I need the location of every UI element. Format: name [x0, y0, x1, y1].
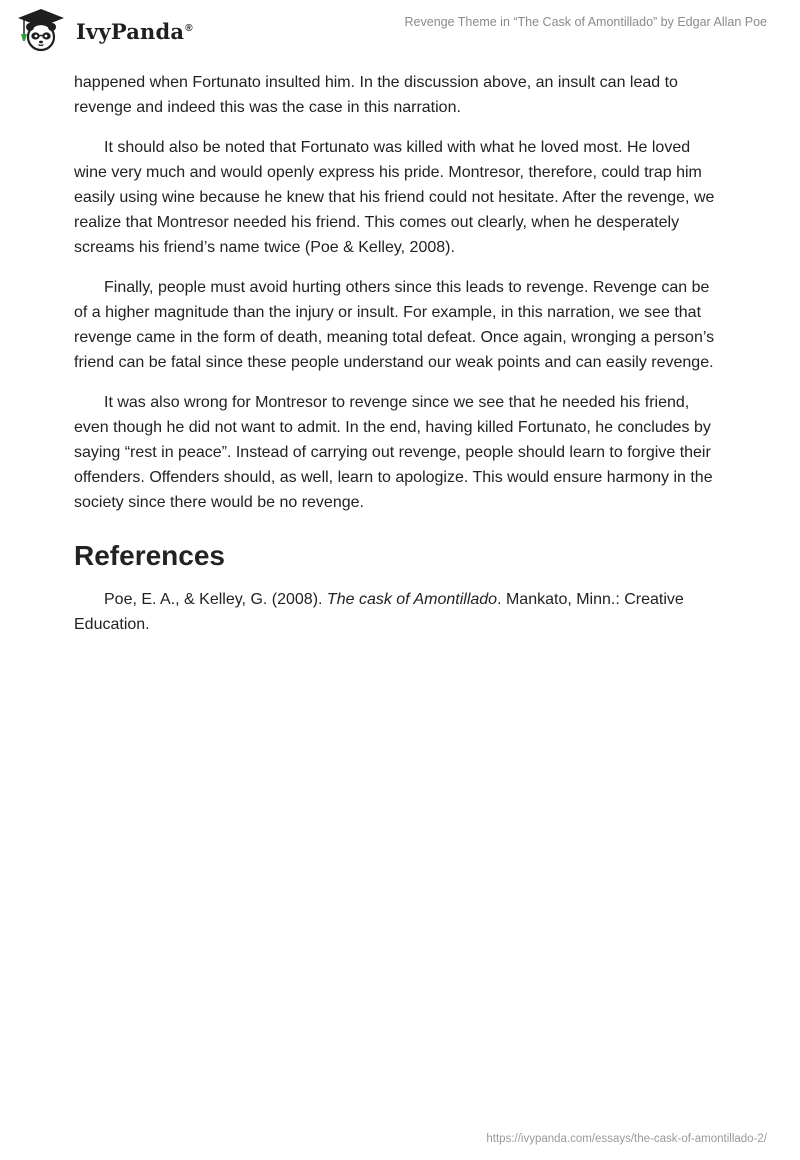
reference-authors: Poe, E. A., & Kelley, G. (2008).	[104, 591, 327, 608]
reference-title: The cask of Amontillado	[326, 591, 498, 608]
body-paragraph-1: happened when Fortunato insulted him. In the discussion above, an insult can lead to revenge and indeed this was the case in this narration.	[74, 74, 678, 116]
page-header	[0, 0, 800, 64]
source-url-link[interactable]: https://ivypanda.com/essays/the-cask-of-amontillado-2/	[486, 1133, 767, 1145]
brand-name-text: IvyPanda	[76, 18, 185, 44]
essay-content	[74, 70, 726, 637]
ivypanda-logo[interactable]	[14, 8, 193, 52]
references-heading: References	[74, 540, 225, 571]
reference-publisher: . Mankato, Minn.: Creative Education.	[74, 591, 684, 633]
panda-graduation-cap-logo-icon	[14, 8, 68, 52]
brand-registered-mark: ®	[185, 22, 193, 34]
body-paragraph-4: It was also wrong for Montresor to revenge since we see that he needed his friend, even though he did not want to admit. In the end, having killed Fortunato, he concludes by saying “rest in peace”. Instead of carrying out revenge, people should learn to forgive their offenders. Offenders should, as well, learn to apologize. This would ensure harmony in the society since there would be no revenge.	[74, 394, 713, 511]
document-title: Revenge Theme in “The Cask of Amontillado” by Edgar Allan Poe	[404, 15, 767, 29]
reference-entry	[74, 587, 726, 637]
body-paragraph-2: It should also be noted that Fortunato was killed with what he loved most. He loved wine very much and would openly express his pride. Montresor, therefore, could trap him easily using wine because he knew that his friend could not hesitate. After the revenge, we realize that Montresor needed his friend. This comes out clearly, when he desperately screams his friend’s name twice (Poe & Kelley, 2008).	[74, 139, 715, 256]
brand-name	[76, 19, 193, 44]
body-paragraph-3: Finally, people must avoid hurting others since this leads to revenge. Revenge can be of a higher magnitude than the injury or insult. For example, in this narration, we see that revenge came in the form of death, meaning total defeat. Once again, wronging a person’s friend can be fatal since these people understand our weak points and can easily revenge.	[74, 279, 715, 371]
